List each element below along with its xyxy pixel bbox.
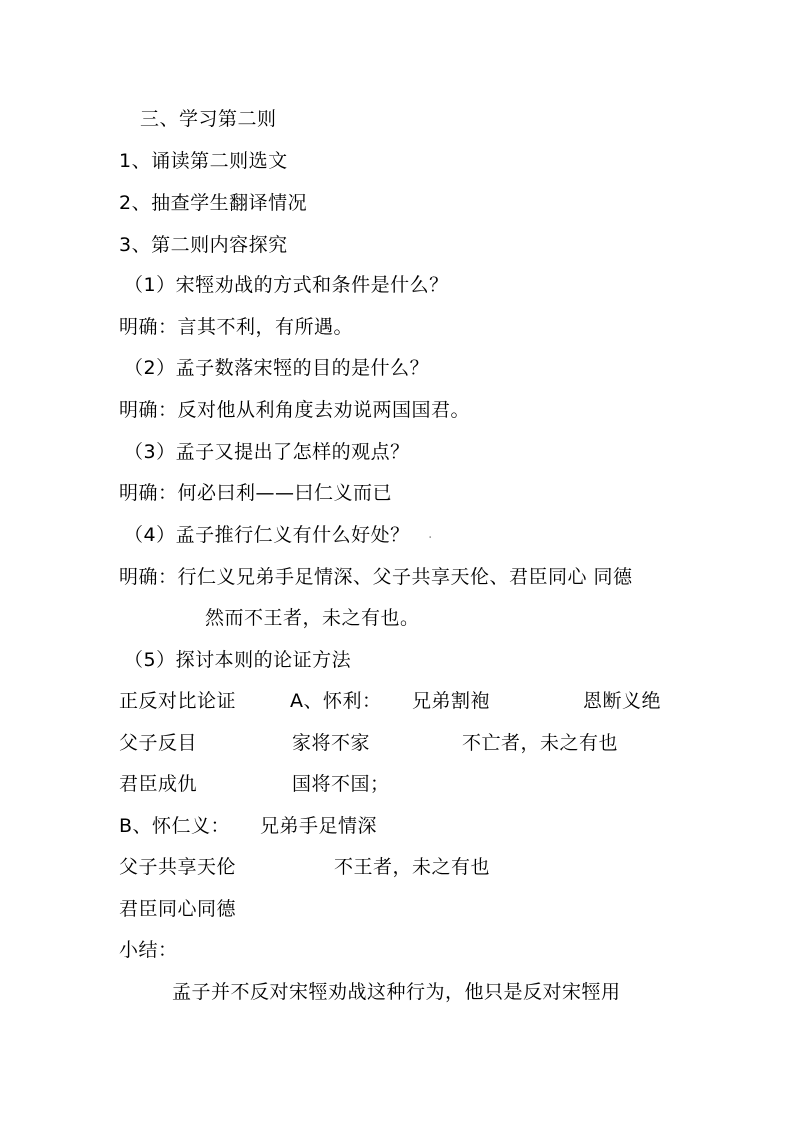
argument-b-label: B、怀仁义： bbox=[119, 815, 231, 837]
argument-a-item-2: 父子反目 bbox=[119, 732, 198, 754]
argument-a-label: A、怀利： bbox=[290, 690, 382, 712]
question-3: （3）孟子又提出了怎样的观点？ bbox=[124, 441, 410, 463]
argument-a-item-3: 君臣成仇 bbox=[119, 773, 198, 795]
argument-a-conclusion-2: 不亡者，未之有也 bbox=[462, 732, 619, 754]
argument-b-item-1: 兄弟手足情深 bbox=[260, 815, 378, 837]
edit-mark: . bbox=[428, 526, 433, 542]
argument-a-result-1: 家将不家 bbox=[292, 732, 371, 754]
argument-a-conclusion-1: 恩断义绝 bbox=[583, 690, 662, 712]
argument-a-item-1: 兄弟割袍 bbox=[412, 690, 491, 712]
argument-b-item-2: 父子共享天伦 bbox=[119, 856, 237, 878]
question-2: （2）孟子数落宋牼的目的是什么？ bbox=[124, 357, 430, 379]
answer-4: 明确：行仁义兄弟手足情深、父子共享天伦、君臣同心 同德 bbox=[119, 566, 633, 588]
section-heading: 三、学习第二则 bbox=[140, 108, 277, 130]
answer-3: 明确：何必曰利——曰仁义而已 bbox=[119, 482, 393, 504]
answer-2: 明确：反对他从利角度去劝说两国国君。 bbox=[119, 399, 471, 421]
answer-4-continuation: 然而不王者，未之有也。 bbox=[205, 607, 420, 629]
step-3: 3、第二则内容探究 bbox=[119, 234, 288, 256]
question-4: （4）孟子推行仁义有什么好处？ bbox=[124, 524, 410, 546]
answer-1: 明确：言其不利，有所遇。 bbox=[119, 316, 354, 338]
argument-method: 正反对比论证 bbox=[119, 690, 237, 712]
step-1: 1、诵读第二则选文 bbox=[119, 150, 288, 172]
summary-label: 小结： bbox=[119, 939, 178, 961]
summary-text: 孟子并不反对宋牼劝战这种行为，他只是反对宋牼用 bbox=[172, 981, 621, 1003]
argument-b-conclusion: 不王者，未之有也 bbox=[334, 856, 491, 878]
question-1: （1）宋牼劝战的方式和条件是什么？ bbox=[124, 274, 449, 296]
step-2: 2、抽查学生翻译情况 bbox=[119, 192, 308, 214]
question-5: （5）探讨本则的论证方法 bbox=[124, 649, 352, 671]
argument-a-result-2: 国将不国； bbox=[292, 773, 390, 795]
argument-b-item-3: 君臣同心同德 bbox=[119, 898, 237, 920]
